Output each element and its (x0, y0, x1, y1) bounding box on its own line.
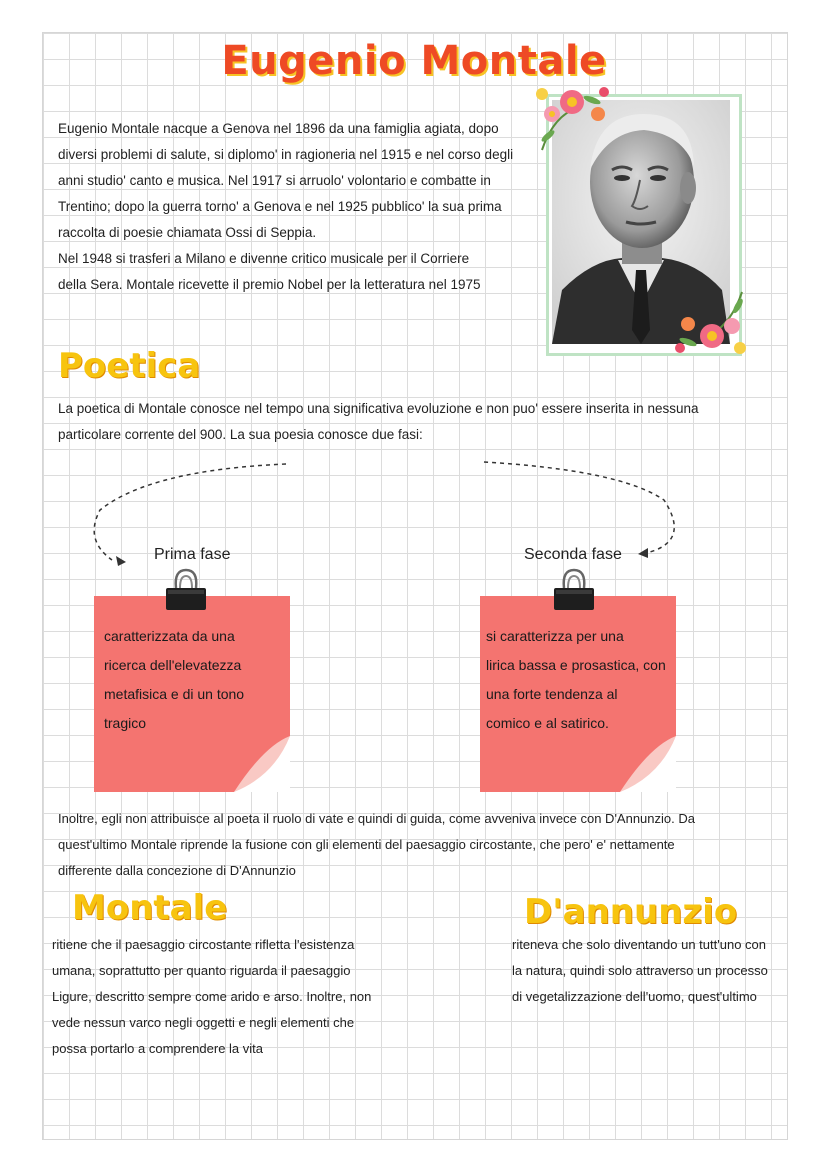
note-line: caratterizzata da una (104, 628, 235, 644)
note-text (104, 622, 284, 738)
inoltre-line: differente dalla concezione di D'Annunzio (58, 863, 296, 878)
bio-line: anni studio' canto e musica. Nel 1917 si arruolo' volontario e combatte in (58, 173, 491, 188)
note-line: metafisica e di un tono (104, 686, 245, 702)
montale-paragraph (52, 932, 412, 1062)
binder-clip-icon (552, 568, 596, 612)
inoltre-paragraph (58, 806, 782, 884)
bio-line: Nel 1948 si trasferi a Milano e divenne critico musicale per il Corriere (58, 251, 470, 266)
dannunzio-line: di vegetalizzazione dell'uomo, quest'ultimo (512, 989, 757, 1004)
note-curl-shadow (234, 736, 290, 792)
page-title: Eugenio Montale (221, 38, 607, 84)
dannunzio-paragraph (512, 932, 782, 1010)
bio-line: della Sera. Montale ricevette il premio Nobel per la letteratura nel 1975 (58, 277, 481, 292)
note-line: tragico (104, 715, 147, 731)
poetica-heading: Poetica (58, 346, 201, 386)
dannunzio-line: riteneva che solo diventando un tutt'uno con (512, 937, 766, 952)
bio-line: raccolta di poesie chiamata Ossi di Seppia. (58, 225, 317, 240)
bio-line: diversi problemi di salute, si diplomo' in ragioneria nel 1915 e nel corso degli (58, 147, 514, 162)
binder-clip-icon (164, 568, 208, 612)
bio-line: Trentino; dopo la guerra torno' a Genova e nel 1925 pubblico' la sua prima (58, 199, 502, 214)
inoltre-line: Inoltre, egli non attribuisce al poeta il ruolo di vate e quindi di guida, come avveniva invece con D'Annunzio. Da (58, 811, 695, 826)
note-line: comico e al satirico. (486, 715, 609, 731)
inoltre-line: quest'ultimo Montale riprende la fusione con gli elementi del paesaggio circostante, che pero' e' nettamente (58, 837, 675, 852)
montale-line: Ligure, descritto sempre come arido e arso. Inoltre, non (52, 989, 372, 1004)
montale-line: ritiene che il paesaggio circostante rifletta l'esistenza (52, 937, 355, 952)
montale-line: umana, soprattutto per quanto riguarda il paesaggio (52, 963, 351, 978)
note-line: ricerca dell'elevatezza (104, 657, 242, 673)
poetica-intro-line: particolare corrente del 900. La sua poesia conosce due fasi: (58, 427, 423, 442)
note-curl-shadow (620, 736, 676, 792)
dannunzio-heading: D'annunzio (524, 892, 738, 932)
note-line: lirica bassa e prosastica, con (486, 657, 666, 673)
bio-line: Eugenio Montale nacque a Genova nel 1896 da una famiglia agiata, dopo (58, 121, 499, 136)
montale-heading: Montale (72, 888, 228, 928)
note-text (486, 622, 666, 738)
note-line: si caratterizza per una (486, 628, 624, 644)
phase-label-second: Seconda fase (524, 546, 622, 563)
dannunzio-line: la natura, quindi solo attraverso un processo (512, 963, 768, 978)
montale-line: possa portarlo a comprendere la vita (52, 1041, 264, 1056)
poetica-intro-line: La poetica di Montale conosce nel tempo una significativa evoluzione e non puo' essere inserita in nessuna (58, 401, 699, 416)
montale-line: vede nessun varco negli oggetti e negli elementi che (52, 1015, 355, 1030)
phase-label-first: Prima fase (154, 546, 231, 563)
note-line: una forte tendenza al (486, 686, 618, 702)
